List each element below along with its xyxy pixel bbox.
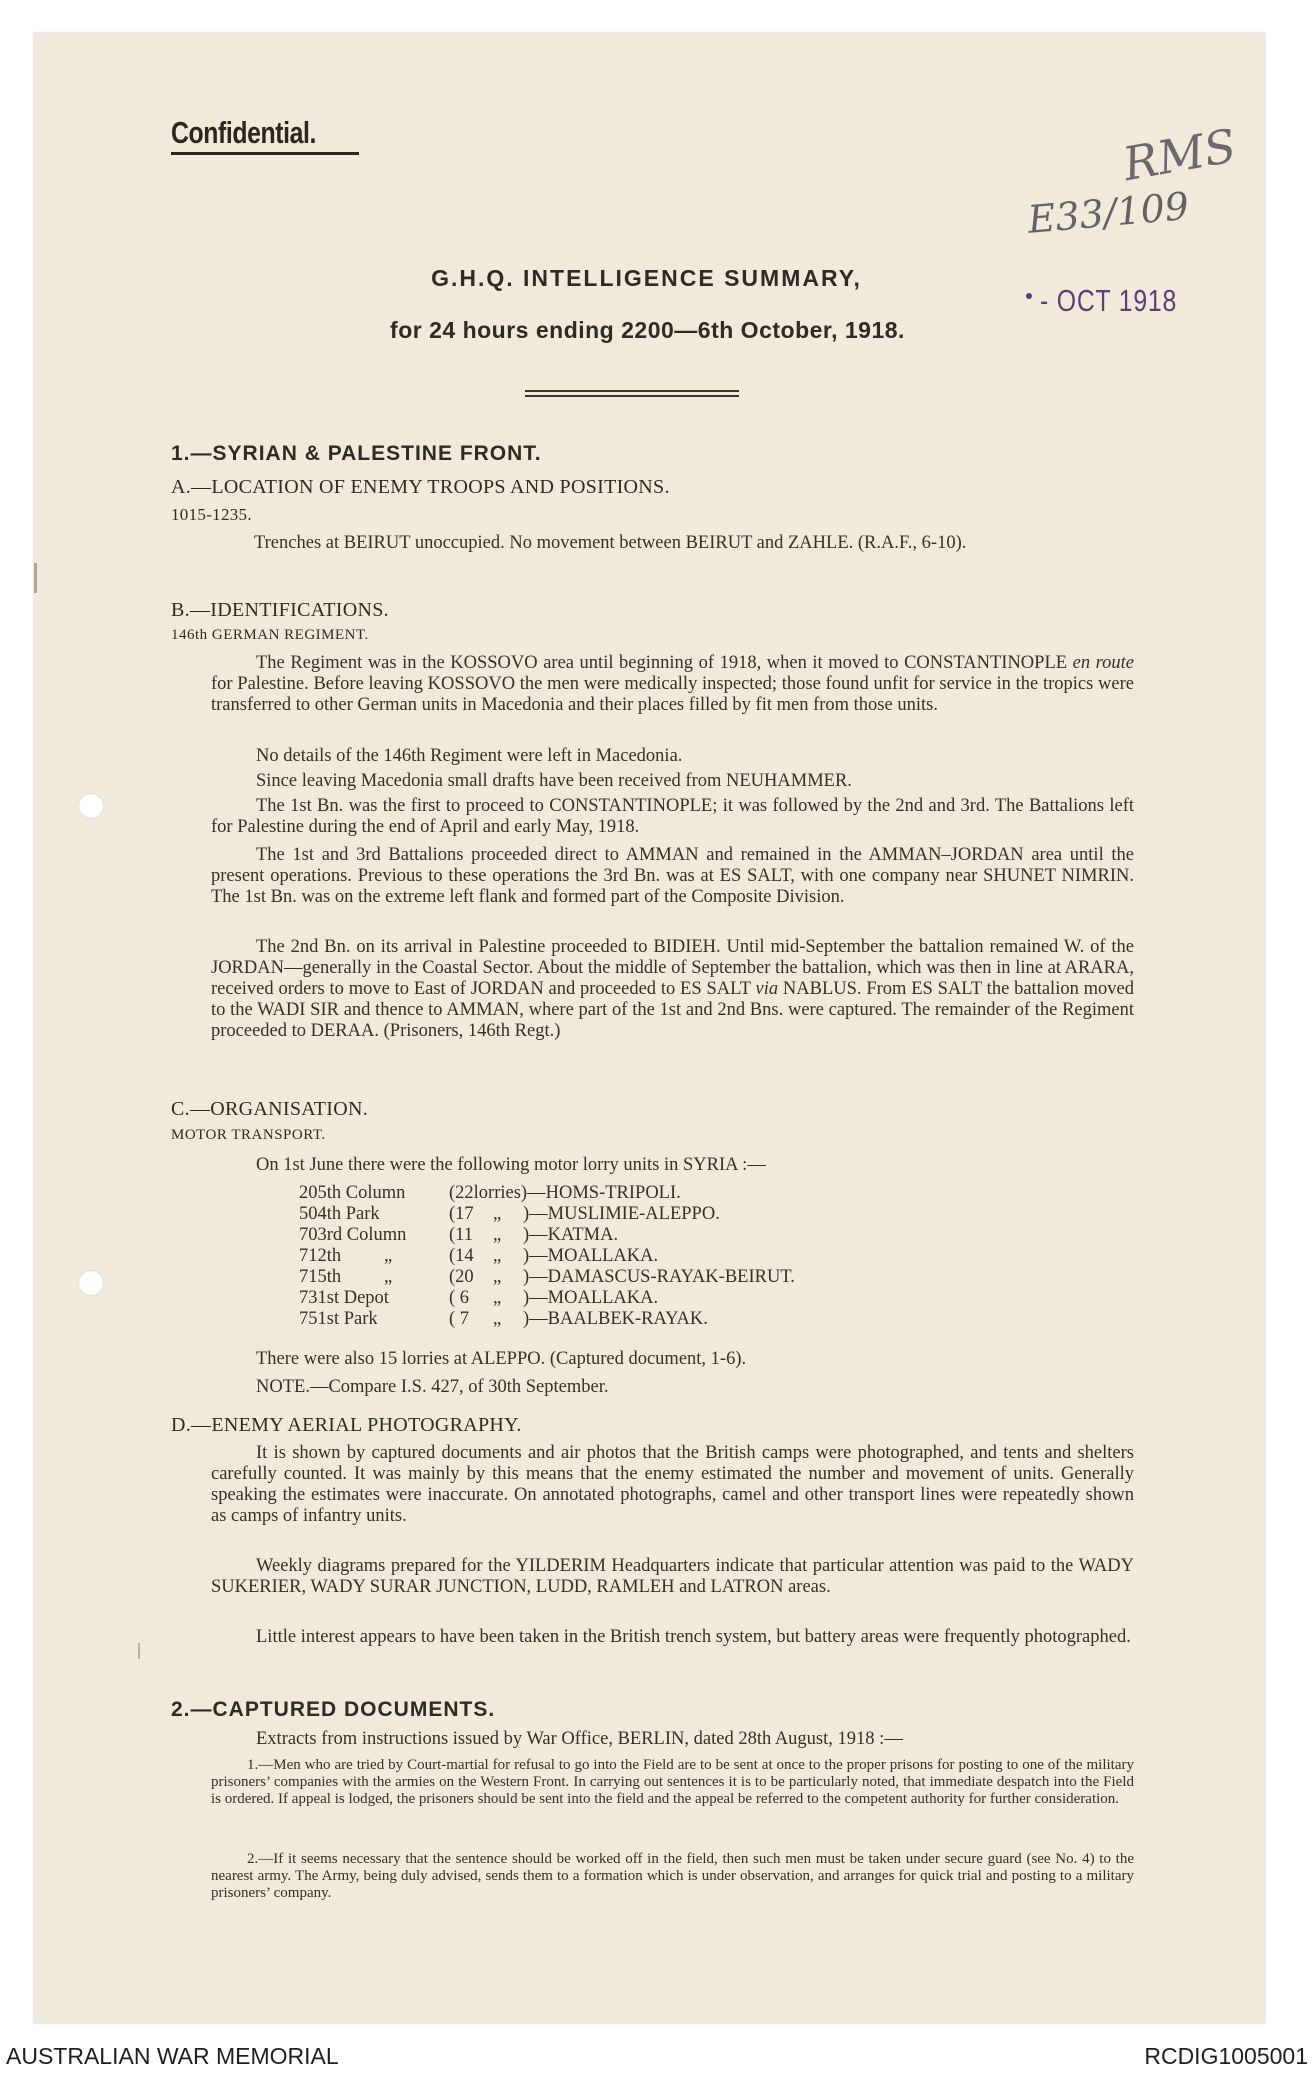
lorry-unit: 731st Depot xyxy=(299,1288,389,1308)
section-b-heading: B.—IDENTIFICATIONS. xyxy=(171,599,389,621)
section-b-paragraph-2: No details of the 146th Regiment were left in Macedonia. xyxy=(256,746,683,766)
lorry-row xyxy=(299,1204,795,1225)
lorry-count: ( 6 xyxy=(449,1288,470,1308)
section-b-paragraph-5: The 1st and 3rd Battalions proceeded direct to AMMAN and remained in the AMMAN–JORDAN area until the present operations. Previous to these operations the 3rd Bn. was at ES SALT, with one company near SHUNET NIMRIN. The 1st Bn. was on the extreme left flank and formed part of the Composite Division. xyxy=(211,845,1134,907)
text-span: The 2nd Bn. on its arrival in Palestine proceeded to BIDIEH. Until mid-September the battalion remained W. of the JORDAN—generally in the Coastal Sector. About the middle of September the battalion, which was then in line at ARARA, received orders to move to East of JORDAN and proceeded to ES SALT xyxy=(211,937,1134,999)
section-a-text xyxy=(164,533,1134,554)
lorry-suffix: „ xyxy=(493,1246,502,1266)
punch-hole xyxy=(78,793,104,819)
lorry-row xyxy=(299,1183,795,1204)
section-d-paragraph-2: Weekly diagrams prepared for the YILDERIM Headquarters indicate that particular attention was paid to the WADY SUKERIER, WADY SURAR JUNCTION, LUDD, RAMLEH and LATRON areas. xyxy=(211,1556,1134,1597)
section-a-time: 1015-1235. xyxy=(171,505,252,524)
lorry-row xyxy=(299,1309,795,1330)
lorry-location: —HOMS-TRIPOLI. xyxy=(527,1183,681,1203)
section-c-intro: On 1st June there were the following motor lorry units in SYRIA :— xyxy=(256,1155,766,1175)
confidential-underline xyxy=(171,152,359,155)
text-span: The Regiment was in the KOSSOVO area until beginning of 1918, when it moved to CONSTANTINOPLE xyxy=(256,653,1073,673)
lorry-location: )—DAMASCUS-RAYAK-BEIRUT. xyxy=(523,1267,795,1287)
section-1-heading: 1.—SYRIAN & PALESTINE FRONT. xyxy=(171,442,542,465)
section-2-item-2: 2.—If it seems necessary that the sentence should be worked off in the field, then such men must be taken under secure guard (see No. 4) to the nearest army. The Army, being duly advised, sends them to a formation which is under observation, and arranges for quick trial and posting to a military prisoners’ company. xyxy=(211,1851,1134,1901)
text-span: NABLUS. From ES SALT the battalion moved to the WADI SIR and thence to AMMAN, where part of the 1st and 2nd Bns. were captured. The remainder of the Regiment proceeded to DERAA. (Prisoners, 146th Regt.) xyxy=(211,979,1134,1041)
lorry-suffix: „ xyxy=(493,1225,502,1245)
italic-text: via xyxy=(755,979,779,999)
section-c-heading: C.—ORGANISATION. xyxy=(171,1098,369,1120)
ditto-mark: „ xyxy=(384,1246,393,1266)
lorry-location: )—MUSLIMIE-ALEPPO. xyxy=(523,1204,720,1224)
punch-hole xyxy=(78,1270,104,1296)
lorry-unit: 712th xyxy=(299,1246,342,1266)
section-c-sub: MOTOR TRANSPORT. xyxy=(171,1127,326,1143)
section-a-paragraph: Trenches at BEIRUT unoccupied. No movement between BEIRUT and ZAHLE. (R.A.F., 6-10). xyxy=(254,533,967,553)
lorry-location: )—MOALLAKA. xyxy=(523,1288,659,1308)
document-title: G.H.Q. INTELLIGENCE SUMMARY, xyxy=(431,265,862,291)
section-b-unit: 146th GERMAN REGIMENT. xyxy=(171,627,369,643)
section-b-paragraph-6 xyxy=(211,937,1134,1042)
handwritten-initials: RMS xyxy=(1119,118,1240,192)
lorry-unit: 205th Column xyxy=(299,1183,406,1203)
section-b-paragraph-3: Since leaving Macedonia small drafts have been received from NEUHAMMER. xyxy=(256,771,852,791)
lorry-row xyxy=(299,1288,795,1309)
lorry-unit: 751st Park xyxy=(299,1309,378,1329)
lorry-suffix: „ xyxy=(493,1204,502,1224)
section-2-heading: 2.—CAPTURED DOCUMENTS. xyxy=(171,1698,496,1721)
lorry-row xyxy=(299,1225,795,1246)
margin-mark xyxy=(34,563,37,593)
section-d-paragraph-3: Little interest appears to have been taken in the British trench system, but battery areas were frequently photographed. xyxy=(256,1627,1131,1647)
lorry-count: (20 xyxy=(449,1267,474,1287)
lorry-row xyxy=(299,1246,795,1267)
section-c-after: There were also 15 lorries at ALEPPO. (Captured document, 1-6). xyxy=(256,1349,747,1369)
lorry-count: (11 xyxy=(449,1225,473,1245)
confidential-label: Confidential. xyxy=(171,115,316,150)
lorry-location: )—BAALBEK-RAYAK. xyxy=(523,1309,708,1329)
lorry-table xyxy=(299,1183,795,1330)
lorry-location: )—KATMA. xyxy=(523,1225,619,1245)
text-span: for Palestine. Before leaving KOSSOVO the men were medically inspected; those found unfit for service in the tropics were transferred to other German units in Macedonia and their places filled by fit men from those units. xyxy=(211,674,1134,715)
italic-text: en route xyxy=(1072,653,1135,673)
lorry-suffix: lorries) xyxy=(473,1183,528,1203)
lorry-unit: 715th xyxy=(299,1267,342,1287)
document-subtitle: for 24 hours ending 2200—6th October, 1918. xyxy=(390,317,905,343)
date-stamp: - OCT 1918 xyxy=(1040,283,1178,318)
ditto-mark: „ xyxy=(384,1267,393,1287)
section-c-note: NOTE.—Compare I.S. 427, of 30th September. xyxy=(256,1377,609,1397)
footer-id: RCDIG1005001 xyxy=(1144,2043,1308,2069)
lorry-count: (17 xyxy=(449,1204,474,1224)
title-rule xyxy=(525,390,739,392)
section-d-heading: D.—ENEMY AERIAL PHOTOGRAPHY. xyxy=(171,1414,522,1436)
title-rule xyxy=(525,395,739,397)
lorry-unit: 504th Park xyxy=(299,1204,380,1224)
section-d-paragraph-1: It is shown by captured documents and air photos that the British camps were photographed, and tents and shelters carefully counted. It was mainly by this means that the enemy estimated the number and movement of units. Generally speaking the estimates were inaccurate. On annotated photographs, camel and other transport lines were repeatedly shown as camps of infantry units. xyxy=(211,1443,1134,1526)
footer-source: AUSTRALIAN WAR MEMORIAL xyxy=(6,2043,339,2069)
lorry-suffix: „ xyxy=(493,1288,502,1308)
lorry-suffix: „ xyxy=(493,1267,502,1287)
lorry-unit: 703rd Column xyxy=(299,1225,407,1245)
section-b-paragraph-1 xyxy=(211,653,1134,716)
lorry-suffix: „ xyxy=(493,1309,502,1329)
lorry-row xyxy=(299,1267,795,1288)
document-sheet xyxy=(34,33,1265,2023)
lorry-count: ( 7 xyxy=(449,1309,470,1329)
lorry-location: )—MOALLAKA. xyxy=(523,1246,659,1266)
section-2-item-1: 1.—Men who are tried by Court-martial for refusal to go into the Field are to be sent at once to the proper prisons for posting to one of the military prisoners’ companies with the armies on the Western Front. In carrying out sentences it is to be particularly noted, that immediate despatch into the Field is ordered. If appeal is lodged, the prisoners should be sent into the field and the appeal be referred to the competent authority for further consideration. xyxy=(211,1757,1134,1807)
lorry-count: (22 xyxy=(449,1183,474,1203)
stamp-mark xyxy=(1026,293,1032,299)
section-2-intro: Extracts from instructions issued by War Office, BERLIN, dated 28th August, 1918 :— xyxy=(256,1729,903,1749)
lorry-count: (14 xyxy=(449,1246,474,1266)
section-a-heading: A.—LOCATION OF ENEMY TROOPS AND POSITIONS. xyxy=(171,476,670,498)
section-b-paragraph-4: The 1st Bn. was the first to proceed to CONSTANTINOPLE; it was followed by the 2nd and 3rd. The Battalions left for Palestine during the end of April and early May, 1918. xyxy=(211,796,1134,837)
margin-mark xyxy=(138,1643,140,1659)
handwritten-reference: E33/109 xyxy=(1026,183,1191,242)
